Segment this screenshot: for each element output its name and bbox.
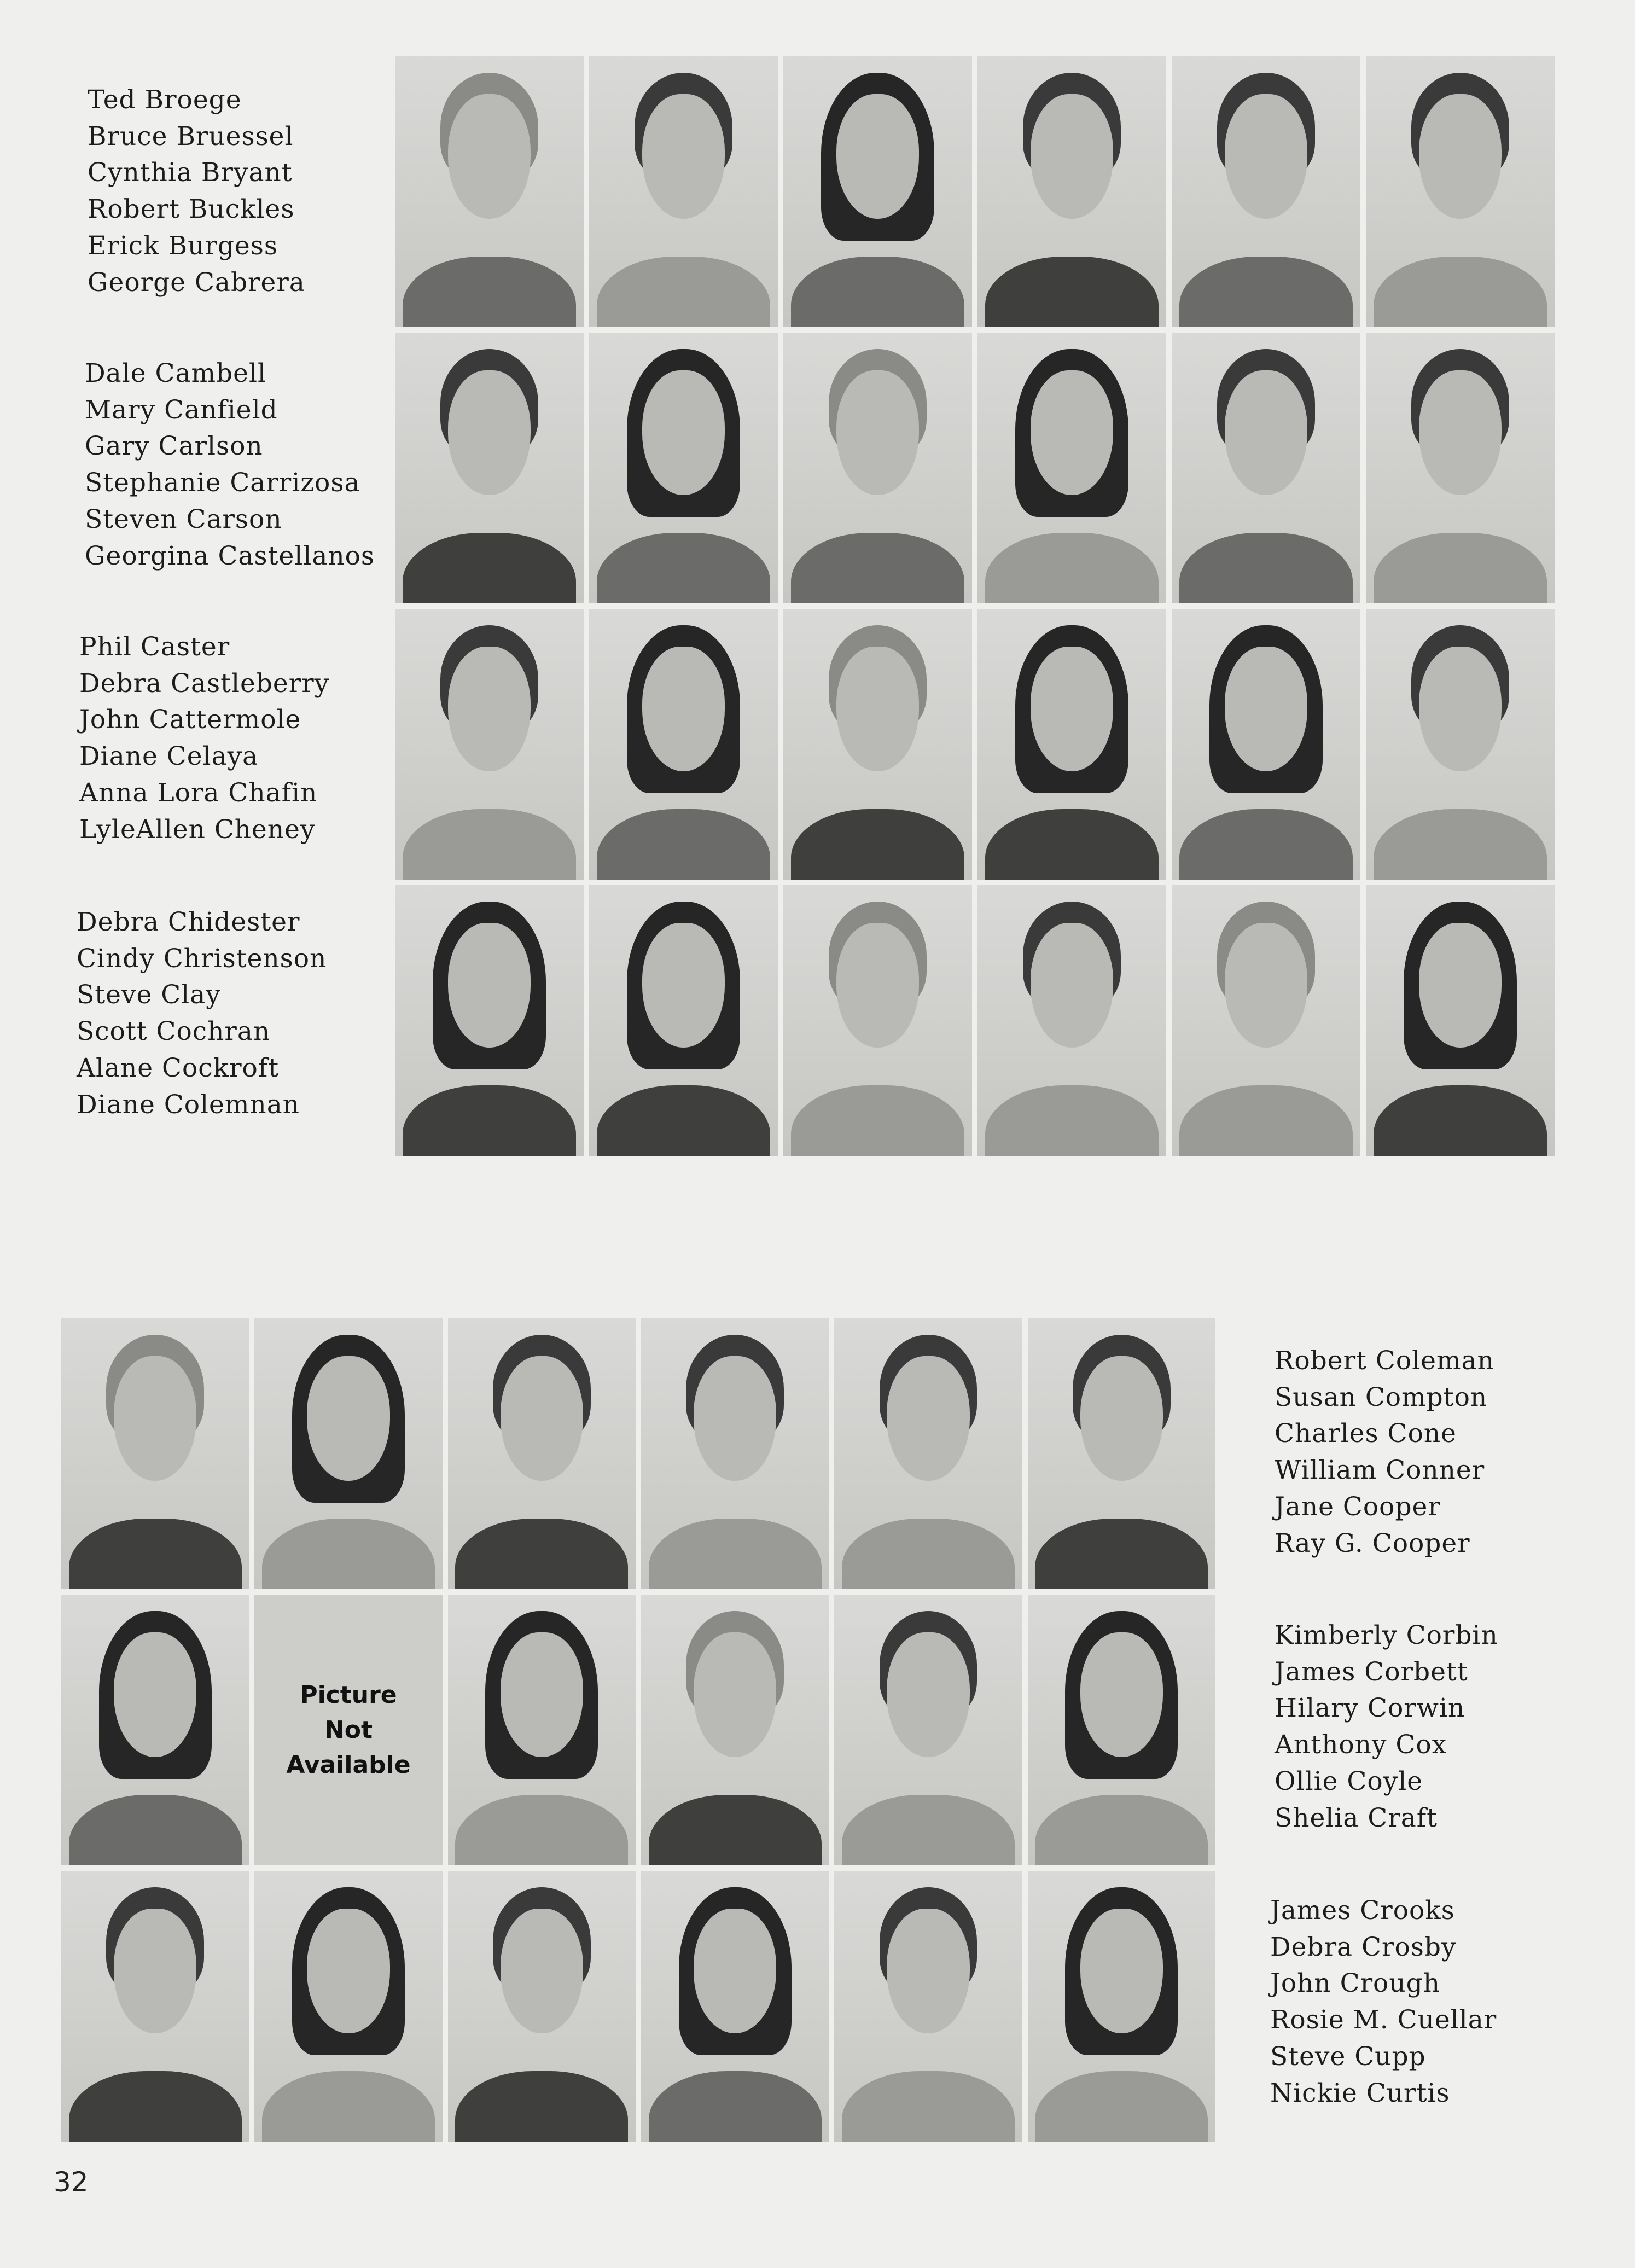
placeholder-line: Available — [286, 1751, 411, 1779]
student-name: Hilary Corwin — [1275, 1693, 1465, 1724]
student-photo — [641, 1595, 829, 1865]
student-name: LyleAllen Cheney — [79, 814, 316, 845]
student-name: Kimberly Corbin — [1275, 1620, 1498, 1650]
student-photo — [783, 609, 972, 880]
student-photo — [254, 1871, 442, 2142]
student-name: Steven Carson — [85, 504, 282, 534]
student-name: Diane Celaya — [79, 741, 259, 772]
photo-grid-top — [395, 56, 1555, 1156]
name-list-group — [77, 904, 327, 1123]
student-name: Debra Castleberry — [79, 668, 330, 699]
student-name: Dale Cambell — [85, 358, 267, 388]
student-photo — [395, 56, 584, 327]
student-name: Gary Carlson — [85, 431, 263, 462]
page-number: 32 — [54, 2166, 89, 2198]
picture-not-available-placeholder — [254, 1595, 442, 1865]
student-photo — [1028, 1595, 1215, 1865]
student-name: Erick Burgess — [88, 230, 278, 261]
name-list-group — [1275, 1343, 1494, 1562]
student-photo — [1028, 1318, 1215, 1589]
student-name: Rosie M. Cuellar — [1270, 2005, 1497, 2036]
student-name: Ted Broege — [88, 85, 242, 115]
student-name: Anthony Cox — [1275, 1730, 1447, 1760]
student-photo — [448, 1871, 636, 2142]
student-name: Alane Cockroft — [77, 1052, 280, 1083]
student-name: Debra Crosby — [1270, 1932, 1457, 1962]
name-list-group — [85, 356, 375, 574]
student-photo — [1366, 885, 1555, 1156]
student-name: Robert Buckles — [88, 194, 295, 225]
student-name: Ollie Coyle — [1275, 1766, 1423, 1796]
photo-grid-bottom — [61, 1318, 1215, 2142]
student-photo — [1366, 609, 1555, 880]
student-photo — [1028, 1871, 1215, 2142]
student-photo — [1172, 609, 1360, 880]
student-photo — [1366, 333, 1555, 603]
student-photo — [641, 1871, 829, 2142]
student-name: Nickie Curtis — [1270, 2078, 1450, 2108]
student-name: Ray G. Cooper — [1275, 1528, 1470, 1558]
name-list-group — [1275, 1618, 1498, 1836]
student-photo — [254, 1318, 442, 1589]
student-name: Scott Cochran — [77, 1016, 271, 1047]
student-name: James Corbett — [1275, 1656, 1468, 1687]
student-name: Cynthia Bryant — [88, 158, 293, 188]
student-name: Stephanie Carrizosa — [85, 468, 360, 498]
name-list-group — [79, 629, 329, 848]
student-name: Shelia Craft — [1275, 1802, 1438, 1833]
student-name: John Cattermole — [79, 705, 301, 735]
student-photo — [448, 1595, 636, 1865]
student-name: Susan Compton — [1275, 1382, 1488, 1412]
student-photo — [834, 1595, 1022, 1865]
student-photo — [1172, 885, 1360, 1156]
student-name: Phil Caster — [79, 632, 230, 662]
student-photo — [1366, 56, 1555, 327]
student-photo — [61, 1871, 249, 2142]
student-photo — [589, 333, 778, 603]
student-name: Diane Colemnan — [77, 1089, 300, 1120]
student-photo — [589, 609, 778, 880]
student-name: Steve Clay — [77, 980, 221, 1010]
placeholder-line: Picture — [300, 1680, 397, 1709]
student-name: Robert Coleman — [1275, 1346, 1494, 1376]
student-photo — [977, 885, 1166, 1156]
student-name: Mary Canfield — [85, 394, 278, 425]
student-photo — [783, 56, 972, 327]
student-photo — [1172, 333, 1360, 603]
student-name: James Crooks — [1270, 1895, 1455, 1926]
student-photo — [977, 56, 1166, 327]
student-name: Anna Lora Chafin — [79, 777, 318, 808]
student-photo — [783, 885, 972, 1156]
student-name: John Crough — [1270, 1968, 1440, 1999]
student-photo — [448, 1318, 636, 1589]
student-name: Bruce Bruessel — [88, 121, 294, 152]
student-photo — [834, 1871, 1022, 2142]
student-photo — [977, 333, 1166, 603]
student-photo — [61, 1595, 249, 1865]
student-name: Cindy Christenson — [77, 943, 327, 974]
student-name: Jane Cooper — [1275, 1491, 1441, 1522]
placeholder-text — [286, 1678, 410, 1783]
student-name: Steve Cupp — [1270, 2041, 1426, 2072]
student-photo — [395, 333, 584, 603]
student-photo — [61, 1318, 249, 1589]
name-list-group — [1270, 1893, 1497, 2112]
student-photo — [395, 609, 584, 880]
student-name: Georgina Castellanos — [85, 540, 375, 571]
student-name: Debra Chidester — [77, 907, 300, 937]
student-photo — [834, 1318, 1022, 1589]
placeholder-line: Not — [324, 1715, 373, 1744]
student-photo — [395, 885, 584, 1156]
student-photo — [783, 333, 972, 603]
student-name: Charles Cone — [1275, 1418, 1457, 1449]
student-name: George Cabrera — [88, 267, 305, 298]
student-photo — [641, 1318, 829, 1589]
student-photo — [1172, 56, 1360, 327]
student-photo — [977, 609, 1166, 880]
student-photo — [589, 56, 778, 327]
student-photo — [589, 885, 778, 1156]
name-list-group — [88, 82, 305, 301]
student-name: William Conner — [1275, 1455, 1485, 1486]
